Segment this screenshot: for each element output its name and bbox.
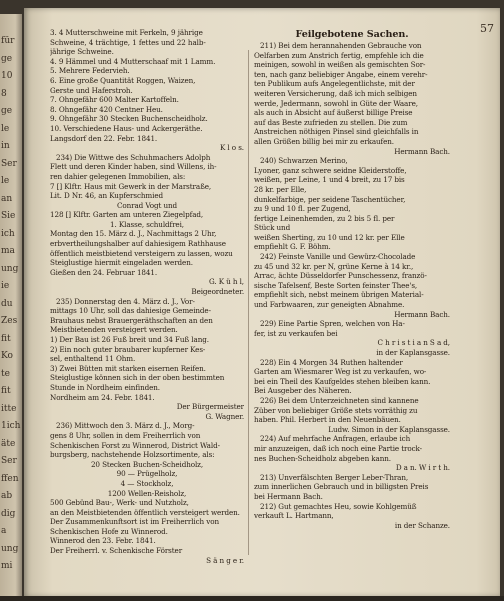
previous-page-fragment: a (1, 526, 7, 536)
right-column-line: in der Schanze. (394, 520, 450, 530)
previous-page-fragment: itte (1, 403, 17, 414)
left-column-line: 6. Eine große Quantität Roggen, Waizen, (50, 75, 196, 85)
right-column-line: 224) Auf mehrfache Anfragen, erlaube ich (260, 434, 411, 444)
right-column-line: bei ein Theil des Kaufgeldes stehen bleiben kann. (254, 376, 431, 386)
left-column-line: sel, enthaltend 11 Ohm. (50, 354, 136, 364)
left-column-line: Conrad Vogt und (116, 200, 178, 210)
left-column-line: 2) Ein noch guter braubarer kupferner Kes- (50, 344, 206, 354)
previous-page-fragment: an (1, 193, 13, 204)
previous-page-fragment: ab (1, 491, 13, 501)
previous-page-fragment: dig (1, 508, 16, 519)
previous-page-fragment: Ser (1, 456, 17, 466)
left-column-line: Steiglustige hiermit eingeladen werden. (50, 258, 193, 268)
right-column-line: in der Kaplansgasse. (376, 348, 450, 357)
right-column-line: empfiehlt sich, nebst meinem übrigen Material- (254, 290, 424, 300)
left-column-line: Der Bürgermeister (176, 402, 244, 412)
left-column-line: 90 — Prügelholz, (116, 469, 178, 479)
left-column-line: 1200 Wellen-Reisholz, (107, 488, 187, 498)
right-column-line: 211) Bei dem herannahenden Gebrauche von (260, 41, 422, 50)
previous-page-fragment: fit (1, 386, 11, 396)
left-column-line: 1) Der Bau ist 26 Fuß breit und 34 Fuß lang. (50, 335, 209, 344)
right-column-line: dunkelfarbige, per seidene Taschentücher, (254, 194, 406, 204)
left-column-line: Gießen den 24. Februar 1841. (50, 267, 158, 277)
left-column-line: Steiglustige können sich in der oben bestimmten (50, 373, 225, 383)
previous-page-fragment: 1ich (1, 421, 21, 431)
previous-page-fragment: ie (1, 281, 10, 291)
right-column-line: auf das Beste zufrieden zu stellen. Die zum (254, 117, 408, 127)
right-column-line: weiteren Versicherung, daß ich mich selbigen (254, 88, 417, 98)
previous-page-fragment: mi (1, 561, 13, 571)
left-column-line: 128 [] Klftr. Garten am unteren Ziegelpfad, (50, 210, 204, 220)
left-column-line: 500 Gebünd Bau-, Werk- und Nutzholz, (50, 498, 189, 508)
right-column-line: empfiehlt G. F. Böhm. (254, 242, 331, 252)
right-column-line: weißen, per Leine, 1 und 4 breit, zu 17 bis (254, 175, 405, 185)
previous-page-edge (0, 14, 22, 601)
right-column-line: verkauft L. Hartmann, (254, 511, 334, 521)
left-column-line: Meistbietenden versteigert werden. (50, 325, 178, 335)
left-column-line: 3) Zwei Bütten mit starken eisernen Reifen. (50, 363, 206, 373)
right-column-line: zu 9 und 10 fl. per Zugend, (254, 204, 351, 214)
previous-page-fragment: le (1, 123, 10, 134)
left-column-line: Montag den 15. März d. J., Nachmittags 2 Uhr, (50, 229, 217, 239)
previous-page-fragment: le (1, 176, 10, 186)
left-column-line: Schenkischen Forst zu Winnerod, District Wald- (50, 440, 220, 450)
left-column-line: Der Freiherrl. v. Schenkische Förster (50, 546, 183, 556)
previous-page-fragment: te (1, 368, 10, 379)
left-column-line: 5. Mehrere Federvieh. (50, 66, 130, 76)
previous-page-fragment: 10 (1, 71, 13, 81)
previous-page-fragment: in (1, 141, 10, 151)
right-column-line: Züber von beliebiger Größe stets vorräthig zu (254, 405, 418, 415)
left-column-line: G. Wagner. (205, 411, 244, 421)
previous-page-fragment: ich (1, 228, 15, 239)
right-column-line: C h r i s t i a n S a d, (377, 338, 450, 348)
previous-page-fragment: Sie (1, 211, 16, 221)
left-column-line: ren dahier gelegenen Immobilien, als: (50, 171, 186, 181)
left-column-line: an den Meistbietenden öffentlich versteigert werden. (50, 507, 240, 517)
right-column-line: werde, Jedermann, sowohl in Güte der Waare, (254, 98, 418, 108)
right-column-line: bei Hermann Bach. (254, 491, 323, 501)
previous-page-fragment: 8 (1, 88, 7, 99)
right-column-line: mir anzuzeigen, daß ich noch eine Partie trock- (254, 443, 422, 453)
left-column-line: 20 Stecken Buchen-Scheidholz, (90, 459, 204, 469)
right-column-line: allen Größen billig bei mir zu erkaufen. (254, 136, 394, 146)
left-column-line: öffentlich meistbietend versteigern zu lassen, wozu (50, 248, 233, 258)
right-column-line: als auch in Absicht auf äußerst billige Preise (254, 108, 413, 118)
right-column-line: fer, ist zu verkaufen bei (254, 328, 338, 338)
left-column-line: Flett und deren Kinder haben, sind Willens, ih- (50, 162, 217, 172)
left-column-line: Lit. D Nr. 46, an Kupferschmied (50, 191, 163, 201)
left-column-line: burgsberg, nachstehende Holzsortimente, als: (50, 450, 215, 460)
left-column-line: 3. 4 Mutterschweine mit Ferkeln, 9 jährige (50, 28, 203, 37)
right-column-line: D a n. W i r t h. (395, 463, 450, 473)
right-column-line: ten, nach ganz beliebiger Angabe, einem verehr- (254, 69, 428, 79)
right-column-line: und Farbwaaren, zur geneigten Abnahme. (254, 300, 405, 310)
left-column-line: Schenkischen Hofe zu Winnerod. (50, 526, 168, 536)
right-column-line: 226) Bei dem Unterzeichneten sind kannene (260, 395, 419, 405)
right-column-line: meinigen, sowohl in weißen als gemischten Sor- (254, 60, 426, 70)
right-column-line: fertige Leinenhemden, zu 2 bis 5 fl. per (254, 213, 395, 223)
previous-page-fragment: ma (1, 246, 15, 256)
left-column-line: Gerste und Haferstroh. (50, 85, 133, 95)
left-column-line: 1. Klasse, schuldfrei, (110, 219, 184, 229)
right-column-line: ten Publikum aufs Angelegentlichste, mit der (254, 79, 415, 89)
previous-page-fragment: du (1, 298, 13, 309)
left-column-line: 7 [] Klftr. Haus mit Gewerk in der Marstraße, (50, 181, 212, 191)
left-column-line: Der Zusammenkunftsort ist im Freiherrlich von (50, 517, 219, 527)
left-column-line: Winnerod den 23. Febr. 1841. (50, 536, 156, 546)
left-column-line: gens 8 Uhr, sollen in dem Freiherrlich von (50, 430, 201, 440)
right-column-line: Bei Ausgeber des Näheren. (254, 386, 352, 396)
left-column-line: Nordheim am 24. Febr. 1841. (50, 392, 155, 402)
left-column-line: Beigeordneter. (191, 287, 244, 297)
right-column (254, 28, 450, 530)
right-column-line: Ludw. Simon in der Kaplansgasse. (328, 424, 450, 434)
right-column-line: Oelfarben zum Anstrich fertig, empfehle ich die (254, 50, 424, 60)
right-column-line: 240) Schwarzen Merino, (260, 156, 348, 166)
right-column-line: zu 45 und 32 kr. per N, grüne Kerne à 14 kr., (254, 261, 414, 271)
left-column-line: 10. Verschiedene Haus- und Ackergeräthe. (50, 123, 203, 133)
right-column-line: 28 kr. per Elle, (254, 184, 307, 194)
right-column-line: 229) Eine Partie Spren, welchen von Ha- (260, 319, 405, 329)
right-column-line: Lyoner, ganz schwere seidne Kleiderstoffe, (254, 165, 407, 175)
left-column-line: Brauhaus nebst Brauergeräthschaften an den (50, 315, 213, 325)
left-column-line: mittags 10 Uhr, soll das dahiesige Gemeinde- (50, 306, 211, 316)
left-column-line: 234) Die Wittwe des Schuhmachers Adolph (56, 152, 211, 162)
left-column-line: Langsdorf den 22. Febr. 1841. (50, 133, 158, 143)
left-column-line: Schweine, 4 trächtige, 1 fettes und 22 halb- (50, 37, 206, 47)
scan-bottom-edge (0, 596, 504, 601)
previous-page-fragment: ung (1, 543, 19, 554)
left-column-line: 235) Donnerstag den 4. März d. J., Vor- (56, 296, 195, 306)
left-column-line: G. K ü h l, (208, 277, 244, 287)
left-column-line: 8. Ohngefähr 420 Centner Heu. (50, 104, 163, 114)
right-column-line: Hermann Bach. (394, 309, 450, 319)
previous-page-fragment: Ko (1, 351, 13, 361)
right-column-line: Anstreichen nöthigen Pinsel sind gleichfalls in (254, 127, 419, 137)
previous-page-fragment: ffen (1, 473, 19, 484)
right-column-line: Stück und (254, 223, 291, 233)
right-column-line: zum innerlichen Gebrauch und in billigsten Preis (254, 482, 429, 492)
previous-page-fragment: ung (1, 263, 19, 274)
left-column-line: 4 — Stockholz, (120, 478, 174, 488)
left-column-line: Stunde in Nordheim einfinden. (50, 382, 160, 392)
right-column-line: Arrac, ächte Düsseldorfer Punschessenz, franzö- (254, 271, 427, 281)
newspaper-page (24, 8, 500, 597)
previous-page-fragment: Zes (1, 316, 18, 326)
previous-page-fragment: für (1, 36, 15, 46)
left-column-line: 9. Ohngefähr 30 Stecken Buchenscheidholz. (50, 114, 208, 124)
left-column-line: jährige Schweine. (50, 47, 114, 57)
right-column-line: haben. Phil. Herbert in den Neuenbäuen. (254, 415, 401, 425)
right-column-line: nes Buchen-Scheidholz abgeben kann. (254, 453, 391, 463)
left-column-line: 236) Mittwoch den 3. März d. J., Morg- (56, 421, 195, 431)
previous-page-fragment: ge (1, 53, 13, 64)
previous-page-fragment: ge (1, 106, 13, 116)
right-column-line: Hermann Bach. (394, 146, 450, 156)
right-column-line: 228) Ein 4 Morgen 34 Ruthen haltender (260, 357, 403, 367)
column-divider (248, 50, 249, 555)
right-column-line: Feilgebotene Sachen. (295, 29, 409, 40)
left-column-line: K l o s. (219, 143, 244, 153)
previous-page-fragment: fit (1, 333, 11, 344)
left-column (50, 28, 244, 565)
left-column-line: 4. 9 Hämmel und 4 Mutterschaaf mit 1 Lamm. (50, 56, 216, 66)
left-column-line: S ä n g e r. (206, 555, 244, 565)
previous-page-fragment: äte (1, 438, 16, 449)
right-column-line: 212) Gut gemachtes Heu, sowie Kohlgemüß (260, 501, 417, 511)
right-column-line: 242) Feinste Vanille und Gewürz-Chocolade (260, 252, 416, 262)
previous-page-fragment: Ser (1, 158, 17, 169)
left-column-line: 7. Ohngefähr 600 Malter Kartoffeln. (50, 95, 179, 105)
left-column-line: erbvertheilungshalber auf dahiesigem Rathhause (50, 239, 226, 249)
right-column-line: Garten am Wiesmarer Weg ist zu verkaufen, wo- (254, 367, 427, 377)
page-number: 57 (480, 22, 494, 35)
right-column-line: 213) Unverfälschten Berger Leber-Thran, (260, 472, 409, 482)
right-column-line: sische Tafelsenf, Beste Sorten feinster Thee's, (254, 280, 418, 290)
right-column-line: weißen Sherting, zu 10 und 12 kr. per Elle (254, 232, 405, 242)
